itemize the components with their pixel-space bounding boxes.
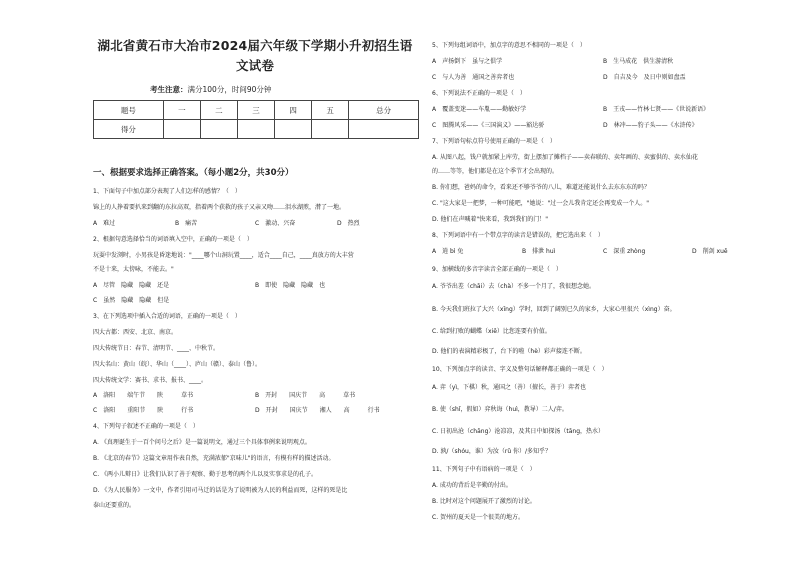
question-text: 2、根据句意选择恰当的词语填入空中，正确的一项是（ ） bbox=[93, 236, 253, 243]
question-text: C. 《两小儿辩日》让我们认识了善于观察、勤于思考的两个儿以及实事求是的孔子。 bbox=[93, 471, 318, 478]
option-item[interactable]: C. 给到打败的蝴蝶（xiē）比您连要有价值。 bbox=[432, 328, 551, 335]
option-item[interactable]: C 虽然 隐藏 隐藏 但是 bbox=[93, 297, 170, 304]
score-table-row bbox=[94, 120, 419, 139]
option-item[interactable]: A 洛阳 端午节 陕 草书 bbox=[93, 392, 194, 399]
question-text: 3、在下列选项中插入合适的词语，正确的一项是（ ） bbox=[93, 313, 241, 320]
option-item[interactable]: B 王戎——竹林七贤——《世说新语》 bbox=[603, 106, 710, 113]
option-item[interactable]: C. 日初出沧（chāng）沧凉凉，及其日中如探汤（tāng，热水） bbox=[432, 428, 605, 435]
option-item[interactable]: C 与人为善 通国之善弈者也 bbox=[432, 74, 515, 81]
question-text: 4、下列句子叙述不正确的一项是（ ） bbox=[93, 423, 199, 430]
question-text: 8、下列词语中有一个带点字的读音是错误的，把它选出来（ ） bbox=[432, 232, 604, 239]
option-item[interactable]: C 图腾风采——《三国演义》——豁达骄 bbox=[432, 122, 545, 129]
option-item[interactable]: D 自吉及今 及日中则如盘盂 bbox=[603, 74, 686, 81]
option-item[interactable]: B. 你们想，爸妈的命令，看来还不够爷爷的八儿，难道还能说什么去东东东的吗？ bbox=[432, 184, 650, 191]
question-text: 四大传统文学：赛书、求书、报书、____。 bbox=[93, 377, 208, 384]
question-text: 泰山还要重的。 bbox=[93, 502, 136, 509]
score-header-cell: 四 bbox=[275, 101, 312, 120]
option-item[interactable]: B 排泄 huì bbox=[522, 248, 556, 255]
question-text: 6、下列说法不正确的一项是（ ） bbox=[432, 90, 526, 97]
score-input-cell[interactable] bbox=[349, 120, 419, 139]
score-header-cell: 总分 bbox=[349, 101, 419, 120]
option-item[interactable]: B 即使 隐藏 隐藏 也 bbox=[255, 282, 326, 289]
question-text: D. 《为人民服务》一文中，作者引用司马迁的话是为了说明被为人民的利益而死，这样的死是比 bbox=[93, 487, 348, 494]
option-item[interactable]: D. 他们的表演精彩极了，台下的啦（hè）彩声接连不断。 bbox=[432, 348, 586, 355]
option-item[interactable]: B. 比时对这个问题展开了激烈的讨论。 bbox=[432, 498, 536, 505]
question-text: 四大名山：黄山（皖）、华山（____）、庐山（赣）、泰山（鲁）。 bbox=[93, 361, 262, 368]
exam-notice bbox=[150, 84, 271, 95]
notice-label: 考生注意： bbox=[150, 85, 188, 94]
option-item[interactable]: A 逍 bì 免 bbox=[432, 248, 464, 255]
option-item[interactable]: C 洛阳 重阳节 陕 行书 bbox=[93, 407, 194, 414]
question-text: 1、下面句子中加点部分表现了人们怎样的感情？（ ） bbox=[93, 188, 241, 195]
question-text: 10、下列加点字的读音、字义及整句话解释都正确的一项是（ ） bbox=[432, 366, 608, 373]
option-item[interactable]: B 生马成花 供生游清秋 bbox=[603, 58, 674, 65]
option-item[interactable]: C 激动、兴奋 bbox=[255, 220, 296, 227]
option-item[interactable]: D 削剑 xuē bbox=[692, 248, 728, 255]
option-item[interactable]: A. 成功的背后是辛勤的付出。 bbox=[432, 482, 512, 489]
score-header-cell: 题号 bbox=[94, 101, 164, 120]
option-item[interactable]: D 开封 国庆节 湘人 高 行书 bbox=[255, 407, 380, 414]
question-text: 11、下列句子中有语病的一项是（ ） bbox=[432, 466, 536, 473]
question-text: 锦上的人挣着要扒来到翻的东拉高双，指着两个获救的孩子又亲又吻……泪水湖煎，潸了一地。 bbox=[93, 204, 346, 211]
score-input-cell[interactable] bbox=[163, 120, 200, 139]
option-item[interactable]: B 痛苦 bbox=[175, 220, 198, 227]
score-header-cell: 一 bbox=[163, 101, 200, 120]
option-item[interactable]: B. 今天我们班拉了大兴（xīng）学时，回到了阔别已久的家乡，大家心里很兴（xìng）奋。 bbox=[432, 306, 676, 313]
question-text: 四大传统节日：春节、清明节、____、中秋节。 bbox=[93, 345, 220, 352]
option-item[interactable]: D 林冲——豹子头——《水浒传》 bbox=[603, 122, 698, 129]
score-row-label: 得分 bbox=[94, 120, 164, 139]
option-item[interactable]: B. 使（shǐ，假如）弈秋诲（huì，教导）二人/弈。 bbox=[432, 406, 568, 413]
score-header-cell: 三 bbox=[237, 101, 274, 120]
question-text: 5、下列每组词语中，加点字的意思不相同的一项是（ ） bbox=[432, 42, 586, 49]
option-item[interactable]: C 深重 zhòng bbox=[603, 248, 646, 255]
score-input-cell[interactable] bbox=[312, 120, 349, 139]
option-item[interactable]: A 覆盖变迷——车胤——勤敏好学 bbox=[432, 106, 527, 113]
notice-text: 满分100分，时间90分钟 bbox=[187, 85, 272, 94]
option-item[interactable]: A. 弈（yì，下棋）秋，通国之（善）（擅长，善于）弈者也 bbox=[432, 384, 587, 391]
option-item[interactable]: A 难过 bbox=[93, 220, 116, 227]
question-text: B. 《北京的春节》这篇文章用作表自然，充满浓郁"京味儿"的语言，有模有样的描述活动。 bbox=[93, 455, 335, 462]
score-input-cell[interactable] bbox=[237, 120, 274, 139]
option-item[interactable]: A 声扬倒下 虽与之俱学 bbox=[432, 58, 503, 65]
option-item[interactable]: A 尽管 隐藏 隐藏 还是 bbox=[93, 282, 170, 289]
option-item[interactable]: C. 贺州的夏天是一个很美的地方。 bbox=[432, 514, 525, 521]
score-table bbox=[93, 100, 419, 139]
option-item[interactable]: D. 他们在声喊着"快来看，我到我们的门！" bbox=[432, 216, 548, 223]
question-text: 9、加横线的多音字读音全部正确的一项是（ ） bbox=[432, 266, 562, 273]
question-text: A. 《真理诞生于一百个问号之后》是一篇说明文，通过三个具体事例来说明观点。 bbox=[93, 439, 311, 446]
section-heading: 一、根据要求选择正确答案。（每小题2分，共30分） bbox=[93, 168, 294, 178]
option-item-cont: 的……等等，他们都是在这个季节才会出现的。 bbox=[432, 168, 559, 175]
exam-title: 湖北省黄石市大冶市2024届六年级下学期小升初招生语文试卷 bbox=[97, 38, 413, 73]
option-item[interactable]: D. 孰/（shóu，谁）为汝（rǔ 你）/多知乎？ bbox=[432, 448, 552, 455]
question-text: 7、下列语句标点符号使用正确的一项是（ ） bbox=[432, 138, 556, 145]
score-header-cell: 二 bbox=[200, 101, 237, 120]
option-item[interactable]: D 热烈 bbox=[337, 220, 360, 227]
score-header-cell: 五 bbox=[312, 101, 349, 120]
question-text: 不是十来，太傍咏，不能去。" bbox=[93, 266, 174, 273]
option-item[interactable]: B 开封 国庆节 高 草书 bbox=[255, 392, 356, 399]
option-item[interactable]: A. 爷爷出差（chāi）去（chà）不多一个月了，我很想念她。 bbox=[432, 283, 596, 290]
score-input-cell[interactable] bbox=[200, 120, 237, 139]
score-table-header bbox=[94, 101, 419, 120]
question-text: 四大古都：西安、北京、南京。 bbox=[93, 329, 178, 336]
option-item[interactable]: C. "这大家是一把梦，一种可能吧，"她说："过一会儿我肯定还会再变成一个人。" bbox=[432, 200, 650, 207]
question-text: 玩耍中发浏时，小男孩是昏迷地说："____哪个山洞玩置____，适合____自己，____真放方的大丰营 bbox=[93, 252, 354, 259]
score-input-cell[interactable] bbox=[275, 120, 312, 139]
option-item[interactable]: A. 从图八起，钱户就加紧上库劳，街上摆加了摊档子——卖春联的、卖年画的、卖蜜供的、卖水仙花 bbox=[432, 154, 698, 161]
